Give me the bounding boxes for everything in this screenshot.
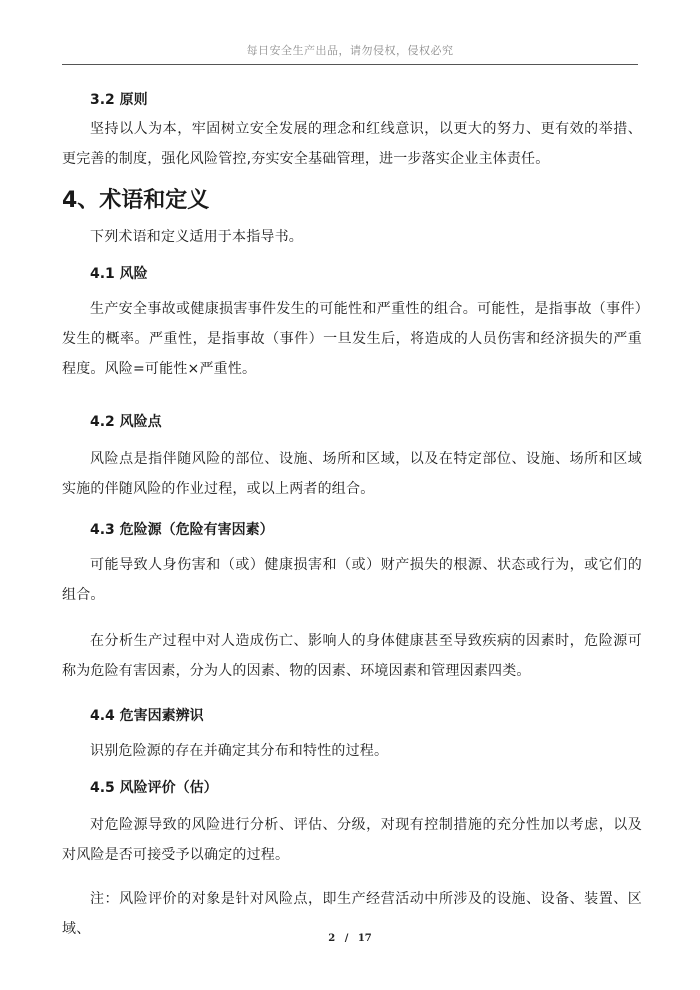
heading-4-terms: 4、术语和定义	[62, 188, 210, 213]
page-total: 17	[357, 933, 372, 944]
paragraph-principle: 坚持以人为本，牢固树立安全发展的理念和红线意识，以更大的努力、更有效的举措、更完善的制度，强化风险管控,夯实安全基础管理，进一步落实企业主体责任。	[62, 121, 642, 167]
heading-4-5: 4.5 风险评价（估）	[90, 780, 218, 796]
heading-4-4: 4.4 危害因素辨识	[90, 708, 204, 724]
page-number	[0, 933, 700, 944]
paragraph-note: 注：风险评价的对象是针对风险点，即生产经营活动中所涉及的设施、设备、装置、区域、	[62, 891, 642, 937]
page-header-watermark: 每日安全生产出品，请勿侵权，侵权必究	[246, 44, 454, 57]
heading-4-2: 4.2 风险点	[90, 414, 162, 430]
heading-4-3: 4.3 危险源（危险有害因素）	[90, 522, 274, 538]
heading-3-2: 3.2 原则	[90, 92, 148, 108]
paragraph-hazard-factors: 在分析生产过程中对人造成伤亡、影响人的身体健康甚至导致疾病的因素时，危险源可称为危险有害因素，分为人的因素、物的因素、环境因素和管理因素四类。	[62, 633, 642, 679]
paragraph-risk-definition: 生产安全事故或健康损害事件发生的可能性和严重性的组合。可能性，是指事故（事件）发生的概率。严重性，是指事故（事件）一旦发生后，将造成的人员伤害和经济损失的严重程度。风险=可能性×严重性。	[62, 301, 642, 377]
paragraph-risk-assessment: 对危险源导致的风险进行分析、评估、分级，对现有控制措施的充分性加以考虑，以及对风险是否可接受予以确定的过程。	[62, 817, 642, 863]
page-separator: /	[344, 933, 349, 944]
paragraph-hazard-source: 可能导致人身伤害和（或）健康损害和（或）财产损失的根源、状态或行为，或它们的组合。	[62, 557, 642, 603]
header-divider	[62, 64, 638, 65]
paragraph-hazard-identification: 识别危险源的存在并确定其分布和特性的过程。	[90, 743, 389, 759]
paragraph-terms-intro: 下列术语和定义适用于本指导书。	[90, 229, 303, 245]
paragraph-risk-point: 风险点是指伴随风险的部位、设施、场所和区域，以及在特定部位、设施、场所和区域实施的伴随风险的作业过程，或以上两者的组合。	[62, 451, 642, 497]
page-current: 2	[328, 933, 336, 944]
heading-4-1: 4.1 风险	[90, 266, 148, 282]
